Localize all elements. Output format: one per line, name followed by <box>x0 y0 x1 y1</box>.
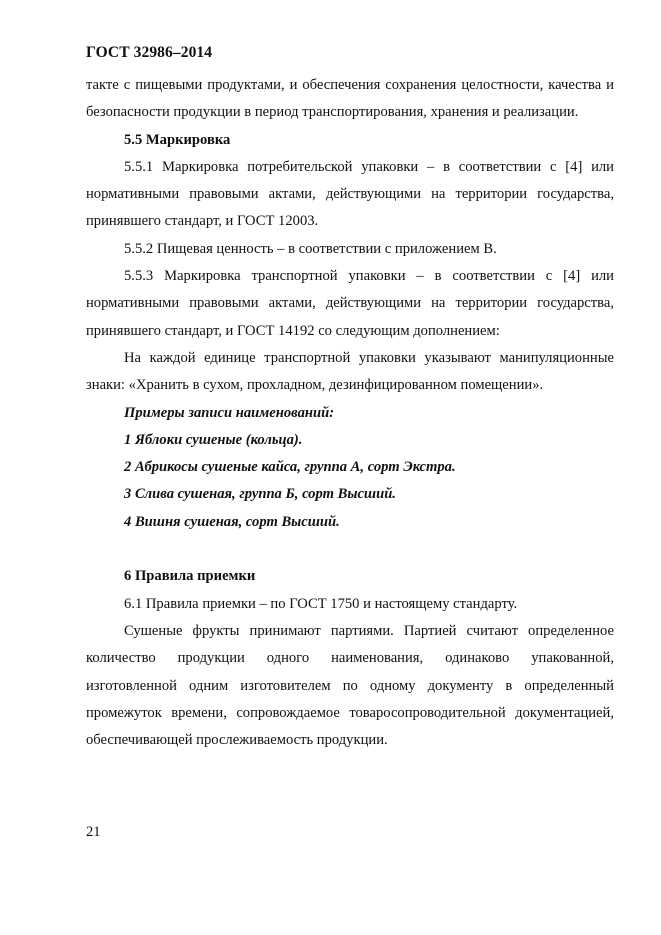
section-heading-5-5: 5.5 Маркировка <box>124 131 231 148</box>
document-header: ГОСТ 32986–2014 <box>86 44 213 61</box>
example-4: 4 Вишня сушеная, сорт Высший. <box>124 513 340 530</box>
document-body <box>86 72 614 754</box>
paragraph-5-5-2: 5.5.2 Пищевая ценность – в соответствии с приложением В. <box>124 240 497 257</box>
blank-line <box>86 536 614 563</box>
paragraph-5-5-1: 5.5.1 Маркировка потребительской упаковки – в соответствии с [4] или нормативными правовыми актами, действующими на территории государства, принявшего стандарт, и ГОСТ 12003. <box>86 158 614 230</box>
page-number: 21 <box>86 824 101 840</box>
example-3: 3 Слива сушеная, группа Б, сорт Высший. <box>124 486 396 503</box>
paragraph-handling-signs: На каждой единице транспортной упаковки указывают манипуляционные знаки: «Хранить в сухом, прохладном, дезинфицированном помещении». <box>86 349 614 394</box>
section-heading-6: 6 Правила приемки <box>124 568 256 585</box>
paragraph-continuation: такте с пищевыми продуктами, и обеспечения сохранения целостности, качества и безопасности продукции в период транспортирования, хранения и реализации. <box>86 77 614 121</box>
paragraph-lot-definition: Сушеные фрукты принимают партиями. Партией считают определенное количество продукции одного наименования, одинаково упакованной, изготовленной одним изготовителем по одному документу в определенный промежуток времени, сопровождаемое товаросопроводительной документацией, обеспечивающей прослеживаемость продукции. <box>86 622 614 749</box>
paragraph-6-1: 6.1 Правила приемки – по ГОСТ 1750 и настоящему стандарту. <box>124 595 518 612</box>
paragraph-5-5-3: 5.5.3 Маркировка транспортной упаковки – в соответствии с [4] или нормативными правовыми актами, действующими на территории государства, принявшего стандарт, и ГОСТ 14192 со следующим дополнением: <box>86 268 614 339</box>
example-1: 1 Яблоки сушеные (кольца). <box>124 431 303 448</box>
examples-title: Примеры записи наименований: <box>124 404 335 421</box>
example-2: 2 Абрикосы сушеные кайса, группа А, сорт Экстра. <box>124 459 456 476</box>
